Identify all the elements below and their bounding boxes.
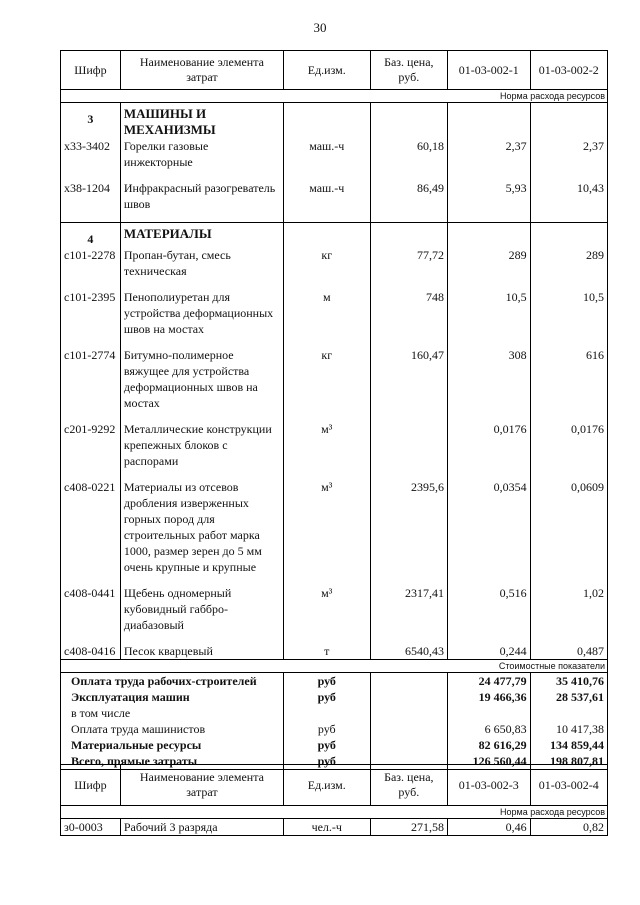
base-price: 86,49 bbox=[370, 180, 447, 212]
resource-unit: маш.-ч bbox=[283, 138, 370, 170]
norm-value-1: 0,0354 bbox=[448, 479, 531, 575]
resource-code: с101-2774 bbox=[61, 347, 121, 411]
empty-cell bbox=[448, 279, 531, 289]
table-row bbox=[61, 138, 608, 170]
empty-cell bbox=[120, 170, 283, 180]
empty-cell bbox=[530, 103, 607, 139]
empty-cell bbox=[61, 279, 121, 289]
cost-unit: руб bbox=[283, 737, 370, 753]
empty-cell bbox=[283, 223, 370, 248]
section-title: МАШИНЫ И МЕХАНИЗМЫ bbox=[120, 103, 283, 139]
header-code: Шифр bbox=[61, 765, 121, 806]
table-row bbox=[61, 585, 608, 633]
empty-cell bbox=[370, 689, 447, 705]
table-row bbox=[61, 421, 608, 469]
resource-code: з0-0003 bbox=[61, 819, 121, 836]
empty-cell bbox=[120, 411, 283, 421]
norm-value-2: 1,02 bbox=[530, 585, 607, 633]
empty-cell bbox=[283, 633, 370, 643]
empty-cell bbox=[448, 633, 531, 643]
norm-value-1: 2,37 bbox=[448, 138, 531, 170]
section-code: 4 bbox=[61, 223, 121, 248]
resource-table-2 bbox=[60, 764, 608, 836]
empty-cell bbox=[530, 469, 607, 479]
cost-unit: руб bbox=[283, 673, 370, 690]
empty-cell bbox=[283, 411, 370, 421]
empty-cell bbox=[370, 170, 447, 180]
empty-cell bbox=[283, 103, 370, 139]
empty-cell bbox=[530, 212, 607, 223]
cost-value-1: 6 650,83 bbox=[448, 721, 531, 737]
empty-cell bbox=[370, 705, 447, 721]
resource-name: Металлические конструкции крепежных блоков с распорами bbox=[120, 421, 283, 469]
cost-value-2: 134 859,44 bbox=[530, 737, 607, 753]
empty-cell bbox=[283, 279, 370, 289]
cost-unit bbox=[283, 705, 370, 721]
resource-code: с408-0221 bbox=[61, 479, 121, 575]
empty-cell bbox=[370, 103, 447, 139]
norm-value-2: 0,0609 bbox=[530, 479, 607, 575]
header-price: Баз. цена, руб. bbox=[370, 765, 447, 806]
header-name: Наименование элемента затрат bbox=[120, 51, 283, 90]
empty-cell bbox=[448, 170, 531, 180]
section-title: МАТЕРИАЛЫ bbox=[120, 223, 283, 248]
cost-value-2 bbox=[530, 705, 607, 721]
resource-unit: кг bbox=[283, 347, 370, 411]
empty-cell bbox=[370, 469, 447, 479]
header-norm-2: 01-03-002-4 bbox=[530, 765, 607, 806]
resource-unit: т bbox=[283, 643, 370, 660]
base-price bbox=[370, 421, 447, 469]
cost-unit: руб bbox=[283, 689, 370, 705]
empty-cell bbox=[120, 469, 283, 479]
table-header bbox=[61, 765, 608, 806]
header-name: Наименование элемента затрат bbox=[120, 765, 283, 806]
cost-row bbox=[61, 673, 608, 690]
cost-unit: руб bbox=[283, 753, 370, 770]
norm-value-1: 5,93 bbox=[448, 180, 531, 212]
resource-name: Пропан-бутан, смесь техническая bbox=[120, 247, 283, 279]
resource-unit: м³ bbox=[283, 585, 370, 633]
empty-cell bbox=[120, 337, 283, 347]
empty-cell bbox=[448, 223, 531, 248]
norm-value-1: 0,0176 bbox=[448, 421, 531, 469]
norm-value-1: 308 bbox=[448, 347, 531, 411]
cost-row bbox=[61, 689, 608, 705]
resource-name: Материалы из отсевов дробления изверженных горных пород для строительных работ марка 1000, размер зерен до 5 мм очень крупные и крупные bbox=[120, 479, 283, 575]
resource-code: х38-1204 bbox=[61, 180, 121, 212]
empty-cell bbox=[283, 212, 370, 223]
empty-cell bbox=[448, 103, 531, 139]
empty-cell bbox=[370, 212, 447, 223]
cost-value-1: 19 466,36 bbox=[448, 689, 531, 705]
cost-name: Материальные ресурсы bbox=[61, 737, 284, 753]
cost-name: в том числе bbox=[61, 705, 284, 721]
cost-value-1: 24 477,79 bbox=[448, 673, 531, 690]
empty-cell bbox=[530, 337, 607, 347]
base-price: 6540,43 bbox=[370, 643, 447, 660]
empty-cell bbox=[530, 633, 607, 643]
header-norm-2: 01-03-002-2 bbox=[530, 51, 607, 90]
base-price: 160,47 bbox=[370, 347, 447, 411]
resource-code: с201-9292 bbox=[61, 421, 121, 469]
empty-cell bbox=[370, 411, 447, 421]
empty-cell bbox=[370, 737, 447, 753]
header-norm-1: 01-03-002-3 bbox=[448, 765, 531, 806]
empty-cell bbox=[448, 212, 531, 223]
empty-cell bbox=[283, 575, 370, 585]
table-row bbox=[61, 289, 608, 337]
empty-cell bbox=[448, 575, 531, 585]
norm-value-1: 0,244 bbox=[448, 643, 531, 660]
cost-value-2: 28 537,61 bbox=[530, 689, 607, 705]
cost-row bbox=[61, 721, 608, 737]
base-price: 2317,41 bbox=[370, 585, 447, 633]
norm-label-row bbox=[61, 90, 608, 103]
cost-name: Всего, прямые затраты bbox=[61, 753, 284, 770]
spacer-row bbox=[61, 411, 608, 421]
header-unit: Ед.изм. bbox=[283, 51, 370, 90]
empty-cell bbox=[448, 411, 531, 421]
table-header bbox=[61, 51, 608, 90]
resource-name: Рабочий 3 разряда bbox=[120, 819, 283, 836]
resource-name: Щебень одномерный кубовидный габбро-диабазовый bbox=[120, 585, 283, 633]
empty-cell bbox=[370, 633, 447, 643]
cost-row bbox=[61, 737, 608, 753]
empty-cell bbox=[530, 279, 607, 289]
empty-cell bbox=[530, 575, 607, 585]
spacer-row bbox=[61, 279, 608, 289]
norm-label: Норма расхода ресурсов bbox=[61, 806, 608, 819]
cost-name: Оплата труда машинистов bbox=[61, 721, 284, 737]
page-number: 30 bbox=[313, 20, 327, 35]
base-price: 2395,6 bbox=[370, 479, 447, 575]
norm-value-2: 2,37 bbox=[530, 138, 607, 170]
base-price: 60,18 bbox=[370, 138, 447, 170]
resource-unit: кг bbox=[283, 247, 370, 279]
resource-unit: м bbox=[283, 289, 370, 337]
header-code: Шифр bbox=[61, 51, 121, 90]
resource-code: с408-0416 bbox=[61, 643, 121, 660]
spacer-row bbox=[61, 337, 608, 347]
empty-cell bbox=[370, 673, 447, 690]
norm-label: Норма расхода ресурсов bbox=[61, 90, 608, 103]
cost-value-1: 126 560,44 bbox=[448, 753, 531, 770]
section-header-row bbox=[61, 223, 608, 248]
cost-label-row bbox=[61, 660, 608, 673]
table-row bbox=[61, 347, 608, 411]
empty-cell bbox=[448, 469, 531, 479]
section-header-row bbox=[61, 103, 608, 139]
section-code: 3 bbox=[61, 103, 121, 139]
empty-cell bbox=[530, 223, 607, 248]
empty-cell bbox=[61, 575, 121, 585]
cost-label: Стоимостные показатели bbox=[61, 660, 608, 673]
spacer-row bbox=[61, 212, 608, 223]
header-norm-1: 01-03-002-1 bbox=[448, 51, 531, 90]
resource-code: х33-3402 bbox=[61, 138, 121, 170]
empty-cell bbox=[120, 279, 283, 289]
resource-name: Пенополиуретан для устройства деформационных швов на мостах bbox=[120, 289, 283, 337]
empty-cell bbox=[61, 633, 121, 643]
norm-label-row bbox=[61, 806, 608, 819]
resource-table-1 bbox=[60, 50, 608, 770]
empty-cell bbox=[61, 411, 121, 421]
cost-name: Оплата труда рабочих-строителей bbox=[61, 673, 284, 690]
header-unit: Ед.изм. bbox=[283, 765, 370, 806]
cost-value-2: 198 807,81 bbox=[530, 753, 607, 770]
empty-cell bbox=[370, 575, 447, 585]
norm-value-2: 616 bbox=[530, 347, 607, 411]
base-price: 271,58 bbox=[370, 819, 447, 836]
table-row bbox=[61, 247, 608, 279]
empty-cell bbox=[283, 469, 370, 479]
base-price: 748 bbox=[370, 289, 447, 337]
spacer-row bbox=[61, 170, 608, 180]
cost-value-1: 82 616,29 bbox=[448, 737, 531, 753]
empty-cell bbox=[61, 170, 121, 180]
resource-code: с408-0441 bbox=[61, 585, 121, 633]
table-row bbox=[61, 643, 608, 660]
cost-row bbox=[61, 705, 608, 721]
norm-value-1: 10,5 bbox=[448, 289, 531, 337]
norm-value-2: 0,82 bbox=[530, 819, 607, 836]
norm-value-2: 289 bbox=[530, 247, 607, 279]
cost-name: Эксплуатация машин bbox=[61, 689, 284, 705]
norm-value-2: 10,5 bbox=[530, 289, 607, 337]
table-row bbox=[61, 479, 608, 575]
empty-cell bbox=[283, 170, 370, 180]
resource-name: Битумно-полимерное вяжущее для устройства деформационных швов на мостах bbox=[120, 347, 283, 411]
empty-cell bbox=[283, 337, 370, 347]
resource-unit: м³ bbox=[283, 421, 370, 469]
spacer-row bbox=[61, 633, 608, 643]
empty-cell bbox=[120, 575, 283, 585]
spacer-row bbox=[61, 469, 608, 479]
empty-cell bbox=[530, 411, 607, 421]
norm-value-2: 0,487 bbox=[530, 643, 607, 660]
resource-name: Песок кварцевый bbox=[120, 643, 283, 660]
empty-cell bbox=[530, 170, 607, 180]
cost-value-2: 35 410,76 bbox=[530, 673, 607, 690]
cost-value-1 bbox=[448, 705, 531, 721]
resource-name: Горелки газовые инжекторные bbox=[120, 138, 283, 170]
table-row bbox=[61, 819, 608, 836]
norm-value-1: 0,46 bbox=[448, 819, 531, 836]
resource-code: с101-2395 bbox=[61, 289, 121, 337]
empty-cell bbox=[61, 337, 121, 347]
cost-unit: руб bbox=[283, 721, 370, 737]
cost-value-2: 10 417,38 bbox=[530, 721, 607, 737]
norm-value-1: 289 bbox=[448, 247, 531, 279]
header-price: Баз. цена, руб. bbox=[370, 51, 447, 90]
empty-cell bbox=[120, 212, 283, 223]
resource-unit: м³ bbox=[283, 479, 370, 575]
norm-value-2: 10,43 bbox=[530, 180, 607, 212]
norm-value-2: 0,0176 bbox=[530, 421, 607, 469]
resource-code: с101-2278 bbox=[61, 247, 121, 279]
spacer-row bbox=[61, 575, 608, 585]
empty-cell bbox=[61, 212, 121, 223]
base-price: 77,72 bbox=[370, 247, 447, 279]
resource-unit: чел.-ч bbox=[283, 819, 370, 836]
table-row bbox=[61, 180, 608, 212]
resource-name: Инфракрасный разогреватель швов bbox=[120, 180, 283, 212]
empty-cell bbox=[448, 337, 531, 347]
empty-cell bbox=[370, 721, 447, 737]
resource-unit: маш.-ч bbox=[283, 180, 370, 212]
empty-cell bbox=[120, 633, 283, 643]
empty-cell bbox=[370, 279, 447, 289]
empty-cell bbox=[61, 469, 121, 479]
empty-cell bbox=[370, 223, 447, 248]
norm-value-1: 0,516 bbox=[448, 585, 531, 633]
empty-cell bbox=[370, 337, 447, 347]
